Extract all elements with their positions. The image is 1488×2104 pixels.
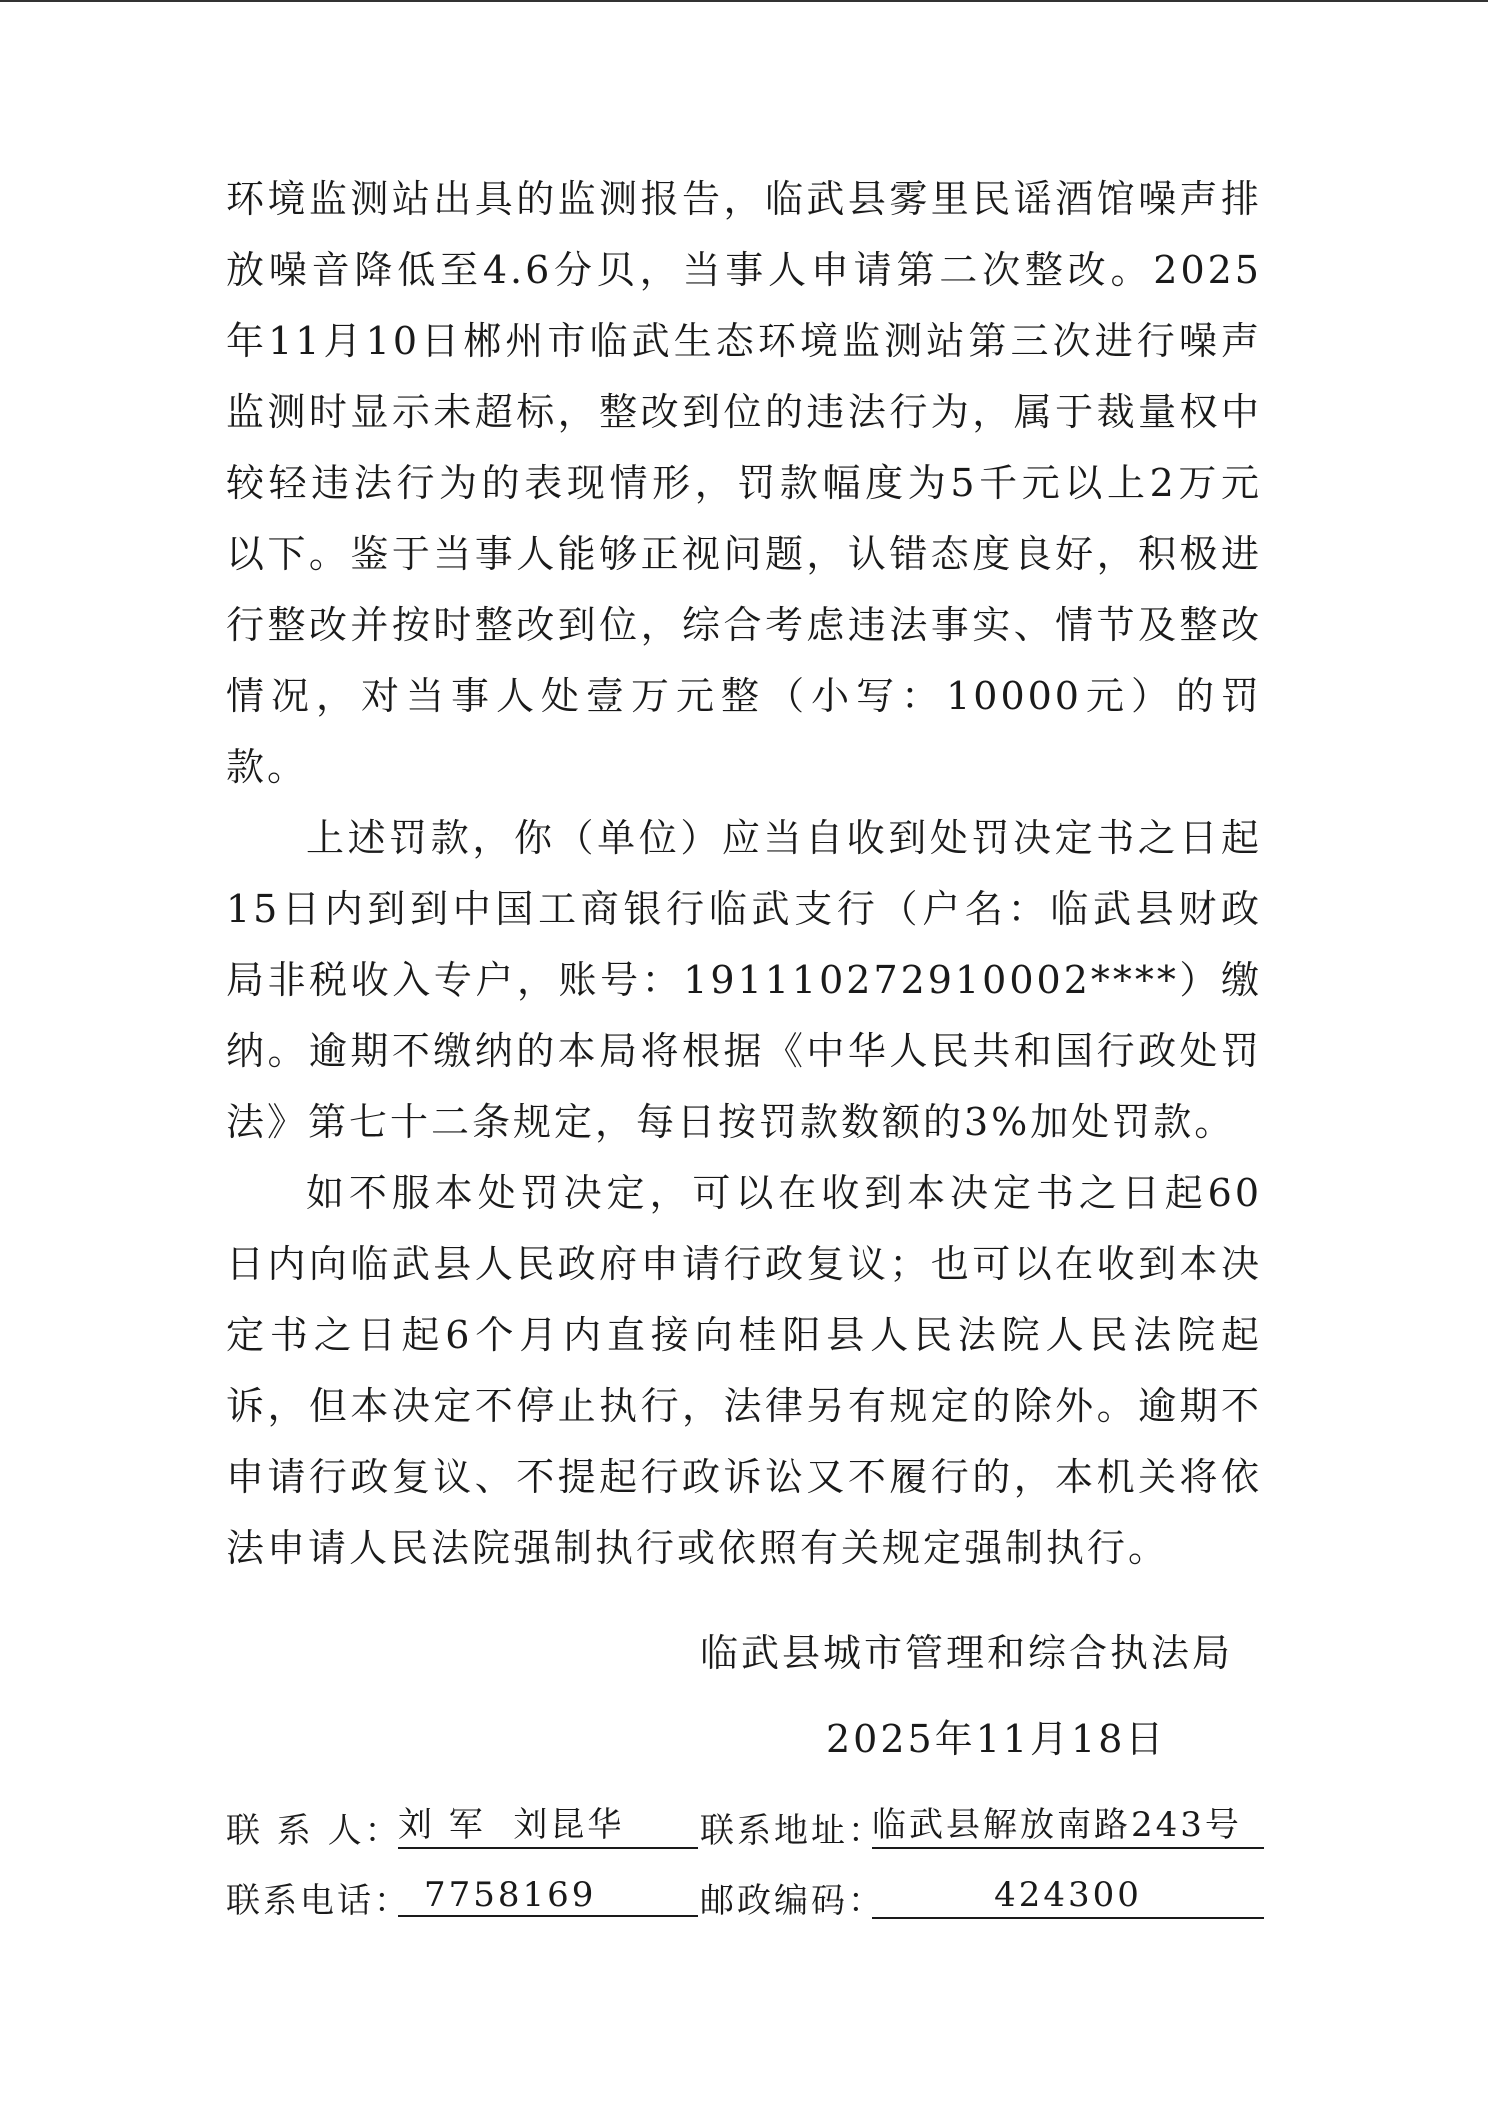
contact-person-label: 联 系 人： xyxy=(226,1811,402,1851)
document-body xyxy=(226,164,1262,1584)
contact-address-value: 临武县解放南路243号 xyxy=(872,1803,1264,1849)
page-top-border xyxy=(0,0,1488,2)
contact-postcode-value: 424300 xyxy=(872,1873,1264,1919)
paragraph-payment-instructions: 上述罚款，你（单位）应当自收到处罚决定书之日起15日内到到中国工商银行临武支行（户名：临武县财政局非税收入专户，账号：191110272910002****）缴纳。逾期不缴纳的本局将根据《中华人民共和国行政处罚法》第七十二条规定，每日按罚款数额的3%加处罚款。 xyxy=(226,816,1262,1144)
paragraph-appeal-rights: 如不服本处罚决定，可以在收到本决定书之日起60日内向临武县人民政府申请行政复议；也可以在收到本决定书之日起6个月内直接向桂阳县人民法院人民法院起诉，但本决定不停止执行，法律另有规定的除外。逾期不申请行政复议、不提起行政诉讼又不履行的，本机关将依法申请人民法院强制执行或依照有关规定强制执行。 xyxy=(226,1171,1262,1570)
issue-date: 2025年11月18日 xyxy=(826,1717,1167,1761)
contact-phone-value: 7758169 xyxy=(398,1873,698,1917)
contact-phone-label: 联系电话： xyxy=(226,1881,411,1921)
contact-postcode-label: 邮政编码： xyxy=(700,1881,885,1921)
issuing-organization: 临武县城市管理和综合执法局 xyxy=(700,1631,1234,1675)
contact-address-label: 联系地址： xyxy=(700,1811,885,1851)
contact-person-value: 刘 军 刘昆华 xyxy=(398,1803,698,1849)
paragraph-penalty-basis: 环境监测站出具的监测报告，临武县雾里民谣酒馆噪声排放噪音降低至4.6分贝，当事人申请第二次整改。2025年11月10日郴州市临武生态环境监测站第三次进行噪声监测时显示未超标，整改到位的违法行为，属于裁量权中较轻违法行为的表现情形，罚款幅度为5千元以上2万元以下。鉴于当事人能够正视问题，认错态度良好，积极进行整改并按时整改到位，综合考虑违法事实、情节及整改情况，对当事人处壹万元整（小写：10000元）的罚款。 xyxy=(226,177,1262,789)
